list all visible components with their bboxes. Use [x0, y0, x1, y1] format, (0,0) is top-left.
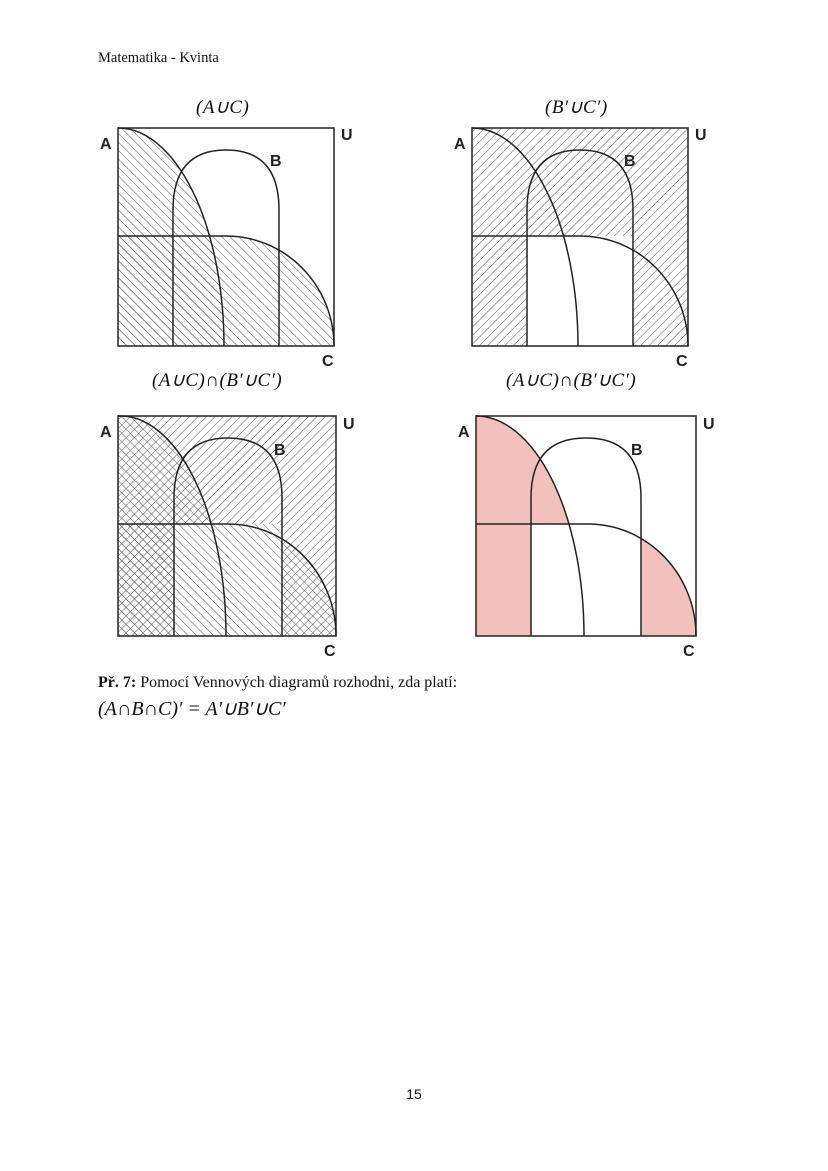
- region-c: [118, 236, 334, 346]
- formula-intersection-left: (A∪C)∩(B′∪C′): [152, 370, 283, 391]
- label-c: C: [676, 353, 688, 370]
- label-a: A: [454, 136, 466, 153]
- label-b: B: [270, 153, 282, 170]
- label-b: B: [631, 442, 643, 459]
- label-b: B: [624, 153, 636, 170]
- label-u: U: [341, 127, 353, 144]
- task-prompt: [98, 674, 457, 692]
- formula-intersection-right: (A∪C)∩(B′∪C′): [506, 370, 637, 391]
- label-c: C: [683, 643, 695, 660]
- venn-diagram-b-comp-union-c-comp: [450, 120, 710, 370]
- venn-diagram-a-union-c: [96, 120, 356, 370]
- task-number: Př. 7:: [98, 674, 137, 691]
- task-text: Pomocí Vennových diagramů rozhodni, zda platí:: [140, 674, 458, 691]
- label-b: B: [274, 442, 286, 459]
- label-a: A: [100, 424, 112, 441]
- running-header: Matematika - Kvinta: [98, 50, 219, 66]
- page-number: 15: [406, 1086, 422, 1102]
- formula-b-comp-union-c-comp: (B′∪C′): [545, 97, 608, 118]
- venn-diagram-overlay: [96, 408, 356, 658]
- label-c: C: [322, 353, 334, 370]
- label-u: U: [703, 416, 715, 433]
- label-u: U: [343, 416, 355, 433]
- region-b-and-c: [527, 236, 633, 346]
- label-c: C: [324, 643, 336, 660]
- venn-diagram-result: [456, 408, 716, 658]
- label-a: A: [458, 424, 470, 441]
- formula-a-union-c: (A∪C): [196, 97, 250, 118]
- task-equation: (A∩B∩C)′ = A′∪B′∪C′: [98, 698, 286, 720]
- label-u: U: [695, 127, 707, 144]
- label-a: A: [100, 136, 112, 153]
